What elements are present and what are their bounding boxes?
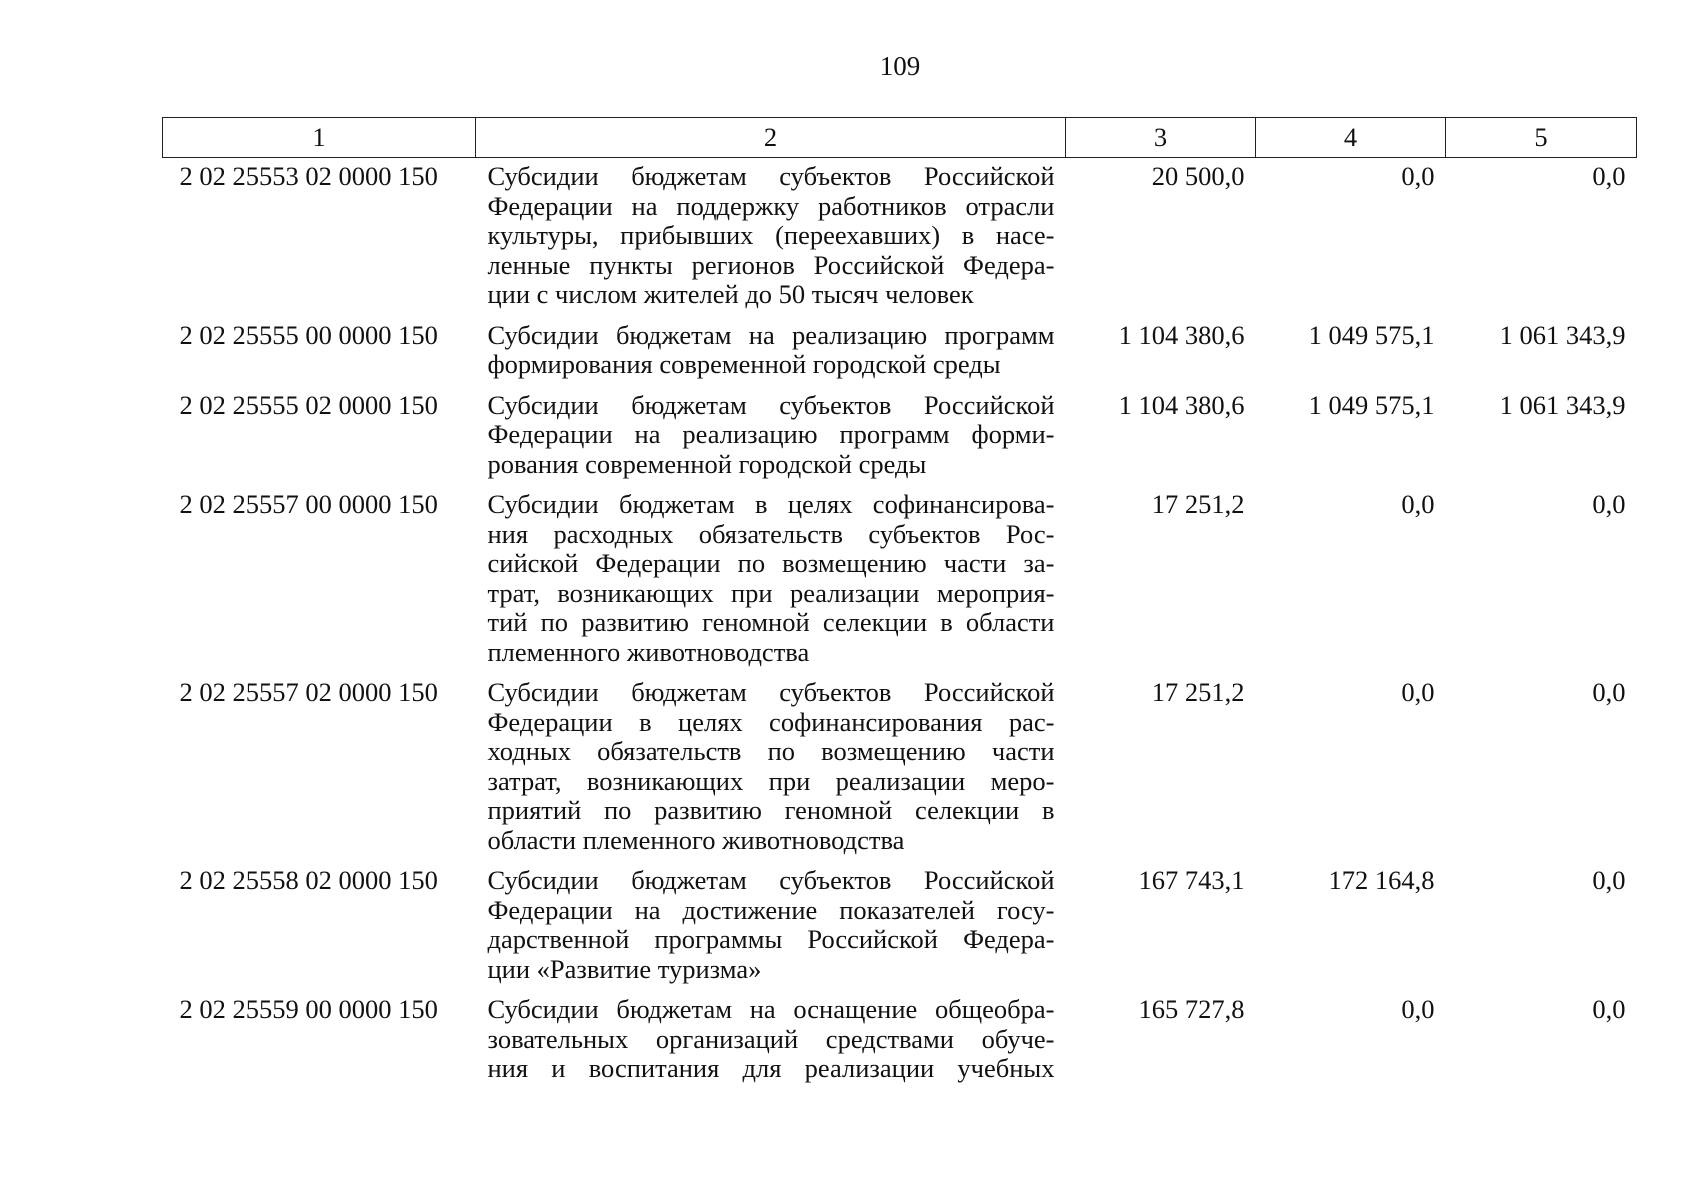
description-line: затрат, возникающих при реализации меро- xyxy=(487,765,1055,796)
value-col-5: 0,0 xyxy=(1592,161,1626,191)
value-col-5: 0,0 xyxy=(1592,677,1626,707)
description xyxy=(476,990,1066,1090)
description-line: ния и воспитания для реализации учебных xyxy=(487,1053,1055,1083)
table-row xyxy=(163,861,1637,990)
table-row xyxy=(163,673,1637,861)
budget-code: 2 02 25557 02 0000 150 xyxy=(179,677,438,707)
value-col-4: 0,0 xyxy=(1401,994,1435,1024)
value-col-4: 0,0 xyxy=(1401,161,1435,191)
description-line: области племенного животноводства xyxy=(487,824,905,855)
description-line: ции «Развитие туризма» xyxy=(487,953,762,984)
description-line: ленные пункты регионов Российской Федера- xyxy=(487,249,1055,280)
value-col-3: 1 104 380,6 xyxy=(1118,319,1245,350)
description-line: Федерации на достижение показателей госу- xyxy=(487,894,1055,925)
header-cell-5: 5 xyxy=(1446,118,1637,158)
value-col-5: 1 061 343,9 xyxy=(1499,389,1626,420)
description-line: Субсидии бюджетам субъектов Российской xyxy=(487,161,1055,191)
description xyxy=(476,386,1066,486)
value-col-3: 17 251,2 xyxy=(1151,677,1245,707)
description-line: Федерации на поддержку работников отрасли xyxy=(487,190,1055,221)
table-row xyxy=(163,990,1637,1090)
value-col-3: 167 743,1 xyxy=(1138,865,1245,895)
value-col-3: 165 727,8 xyxy=(1138,994,1245,1024)
table-row xyxy=(163,158,1637,316)
budget-code: 2 02 25559 00 0000 150 xyxy=(179,994,438,1024)
value-col-3: 20 500,0 xyxy=(1151,161,1245,191)
description xyxy=(476,673,1066,861)
value-col-3: 17 251,2 xyxy=(1151,489,1245,519)
description-line: Субсидии бюджетам на оснащение общеобра- xyxy=(487,994,1055,1024)
description-line: рования современной городской среды xyxy=(487,448,927,479)
table-body xyxy=(163,158,1637,1090)
description xyxy=(476,158,1066,316)
budget-code: 2 02 25555 00 0000 150 xyxy=(179,319,438,350)
description-line: культуры, прибывших (переехавших) в насе- xyxy=(487,220,1055,250)
value-col-4: 172 164,8 xyxy=(1328,865,1435,895)
page-number: 109 xyxy=(879,51,921,81)
value-col-4: 0,0 xyxy=(1401,677,1435,707)
description xyxy=(476,316,1066,386)
description-line: сийской Федерации по возмещению части за- xyxy=(487,548,1055,578)
header-cell-1: 1 xyxy=(163,118,476,158)
description-line: ции с числом жителей до 50 тысяч человек xyxy=(487,279,974,309)
value-col-5: 1 061 343,9 xyxy=(1499,319,1626,350)
description-line: ния расходных обязательств субъектов Рос- xyxy=(487,518,1055,549)
description-line: трат, возникающих при реализации мероприя- xyxy=(487,577,1055,608)
description-line: формирования современной городской среды xyxy=(487,349,1001,379)
description-line: дарственной программы Российской Федера- xyxy=(487,924,1055,954)
budget-code: 2 02 25555 02 0000 150 xyxy=(179,389,438,420)
value-col-4: 1 049 575,1 xyxy=(1308,319,1435,350)
description-line: ходных обязательств по возмещению части xyxy=(487,736,1055,766)
description-line: Федерации на реализацию программ форми- xyxy=(487,419,1055,449)
header-row xyxy=(163,118,1637,158)
value-col-5: 0,0 xyxy=(1592,865,1626,895)
budget-table xyxy=(162,117,1637,1090)
description-line: Субсидии бюджетам субъектов Российской xyxy=(487,677,1055,707)
description-line: Субсидии бюджетам субъектов Российской xyxy=(487,389,1055,420)
header-cell-4: 4 xyxy=(1256,118,1446,158)
table-header xyxy=(163,118,1637,158)
table-row xyxy=(163,386,1637,486)
value-col-5: 0,0 xyxy=(1592,994,1626,1024)
value-col-5: 0,0 xyxy=(1592,489,1626,519)
description-line: Субсидии бюджетам субъектов Российской xyxy=(487,865,1055,895)
description-line: Субсидии бюджетам в целях софинансирова- xyxy=(487,489,1055,519)
description-line: зовательных организаций средствами обуче- xyxy=(487,1023,1055,1054)
value-col-4: 1 049 575,1 xyxy=(1308,389,1435,420)
header-cell-2: 2 xyxy=(476,118,1066,158)
description xyxy=(476,485,1066,673)
table-row xyxy=(163,316,1637,386)
budget-code: 2 02 25553 02 0000 150 xyxy=(179,161,438,191)
description-line: Субсидии бюджетам на реализацию программ xyxy=(487,319,1055,350)
header-cell-3: 3 xyxy=(1066,118,1256,158)
description xyxy=(476,861,1066,990)
budget-code: 2 02 25557 00 0000 150 xyxy=(179,489,438,519)
description-line: приятий по развитию геномной селекции в xyxy=(487,795,1055,825)
value-col-3: 1 104 380,6 xyxy=(1118,389,1245,420)
description-line: Федерации в целях софинансирования рас- xyxy=(487,706,1055,737)
description-line: племенного животноводства xyxy=(487,636,810,667)
budget-code: 2 02 25558 02 0000 150 xyxy=(179,865,438,895)
value-col-4: 0,0 xyxy=(1401,489,1435,519)
table-row xyxy=(163,485,1637,673)
description-line: тий по развитию геномной селекции в области xyxy=(487,607,1055,637)
